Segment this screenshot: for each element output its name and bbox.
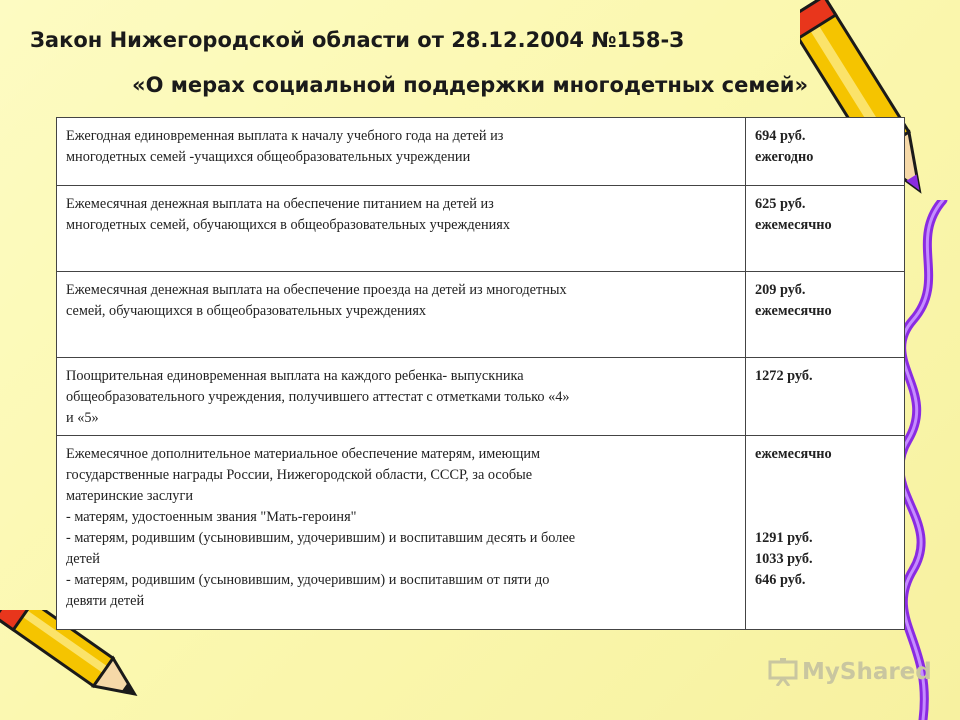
description-line: Ежемесячная денежная выплата на обеспечение проезда на детей из многодетных [66, 282, 567, 298]
description-line: девяти детей [66, 593, 145, 609]
description-line: многодетных семей, обучающихся в общеобразовательных учреждениях [66, 217, 510, 233]
amount-value: 646 руб. [755, 572, 806, 588]
table-row [57, 118, 905, 186]
page-subtitle: «О мерах социальной поддержки многодетных семей» [132, 73, 809, 97]
amount-frequency: ежемесячно [755, 217, 832, 233]
amount-value: 1272 руб. [755, 368, 813, 384]
amount-value: 1291 руб. [755, 530, 813, 546]
amount-value: 625 руб. [755, 196, 806, 212]
description-line: - матерям, родившим (усыновившим, удочерившим) и воспитавшим от пяти до [66, 572, 550, 588]
description-line: семей, обучающихся в общеобразовательных учреждениях [66, 303, 427, 319]
benefit-amount [746, 358, 905, 436]
benefit-description [57, 186, 746, 272]
description-line: Ежегодная единовременная выплата к началу учебного года на детей из [66, 128, 504, 144]
benefit-amount [746, 272, 905, 358]
benefit-description [57, 436, 746, 630]
amount-frequency: ежемесячно [755, 303, 832, 319]
amount-value: 694 руб. [755, 128, 806, 144]
description-line: Ежемесячная денежная выплата на обеспечение питанием на детей из [66, 196, 494, 212]
description-line: Ежемесячное дополнительное материальное обеспечение матерям, имеющим [66, 446, 541, 462]
amount-frequency: ежемесячно [755, 446, 832, 462]
description-line: - матерям, родившим (усыновившим, удочерившим) и воспитавшим десять и более [66, 530, 576, 546]
watermark-logo [768, 658, 932, 686]
amount-value: 209 руб. [755, 282, 806, 298]
presentation-icon [768, 658, 798, 686]
table-row [57, 358, 905, 436]
table-row [57, 272, 905, 358]
watermark-text: MyShared [802, 659, 932, 685]
description-line: - матерям, удостоенным звания "Мать-героиня" [66, 509, 357, 525]
description-line: общеобразовательного учреждения, получившего аттестат с отметками только «4» [66, 389, 570, 405]
benefit-description [57, 358, 746, 436]
table-row [57, 436, 905, 630]
description-line: материнские заслуги [66, 488, 193, 504]
benefits-table [56, 117, 905, 630]
benefit-amount [746, 118, 905, 186]
description-line: многодетных семей -учащихся общеобразовательных учреждении [66, 149, 471, 165]
page-title: Закон Нижегородской области от 28.12.2004 №158-З [30, 28, 685, 52]
benefit-description [57, 272, 746, 358]
description-line: детей [66, 551, 100, 567]
benefit-amount [746, 186, 905, 272]
benefit-amount [746, 436, 905, 630]
description-line: Поощрительная единовременная выплата на каждого ребенка- выпускника [66, 368, 524, 384]
table-row [57, 186, 905, 272]
description-line: и «5» [66, 410, 99, 426]
amount-value: 1033 руб. [755, 551, 813, 567]
benefit-description [57, 118, 746, 186]
description-line: государственные награды России, Нижегородской области, СССР, за особые [66, 467, 533, 483]
amount-frequency: ежегодно [755, 149, 814, 165]
